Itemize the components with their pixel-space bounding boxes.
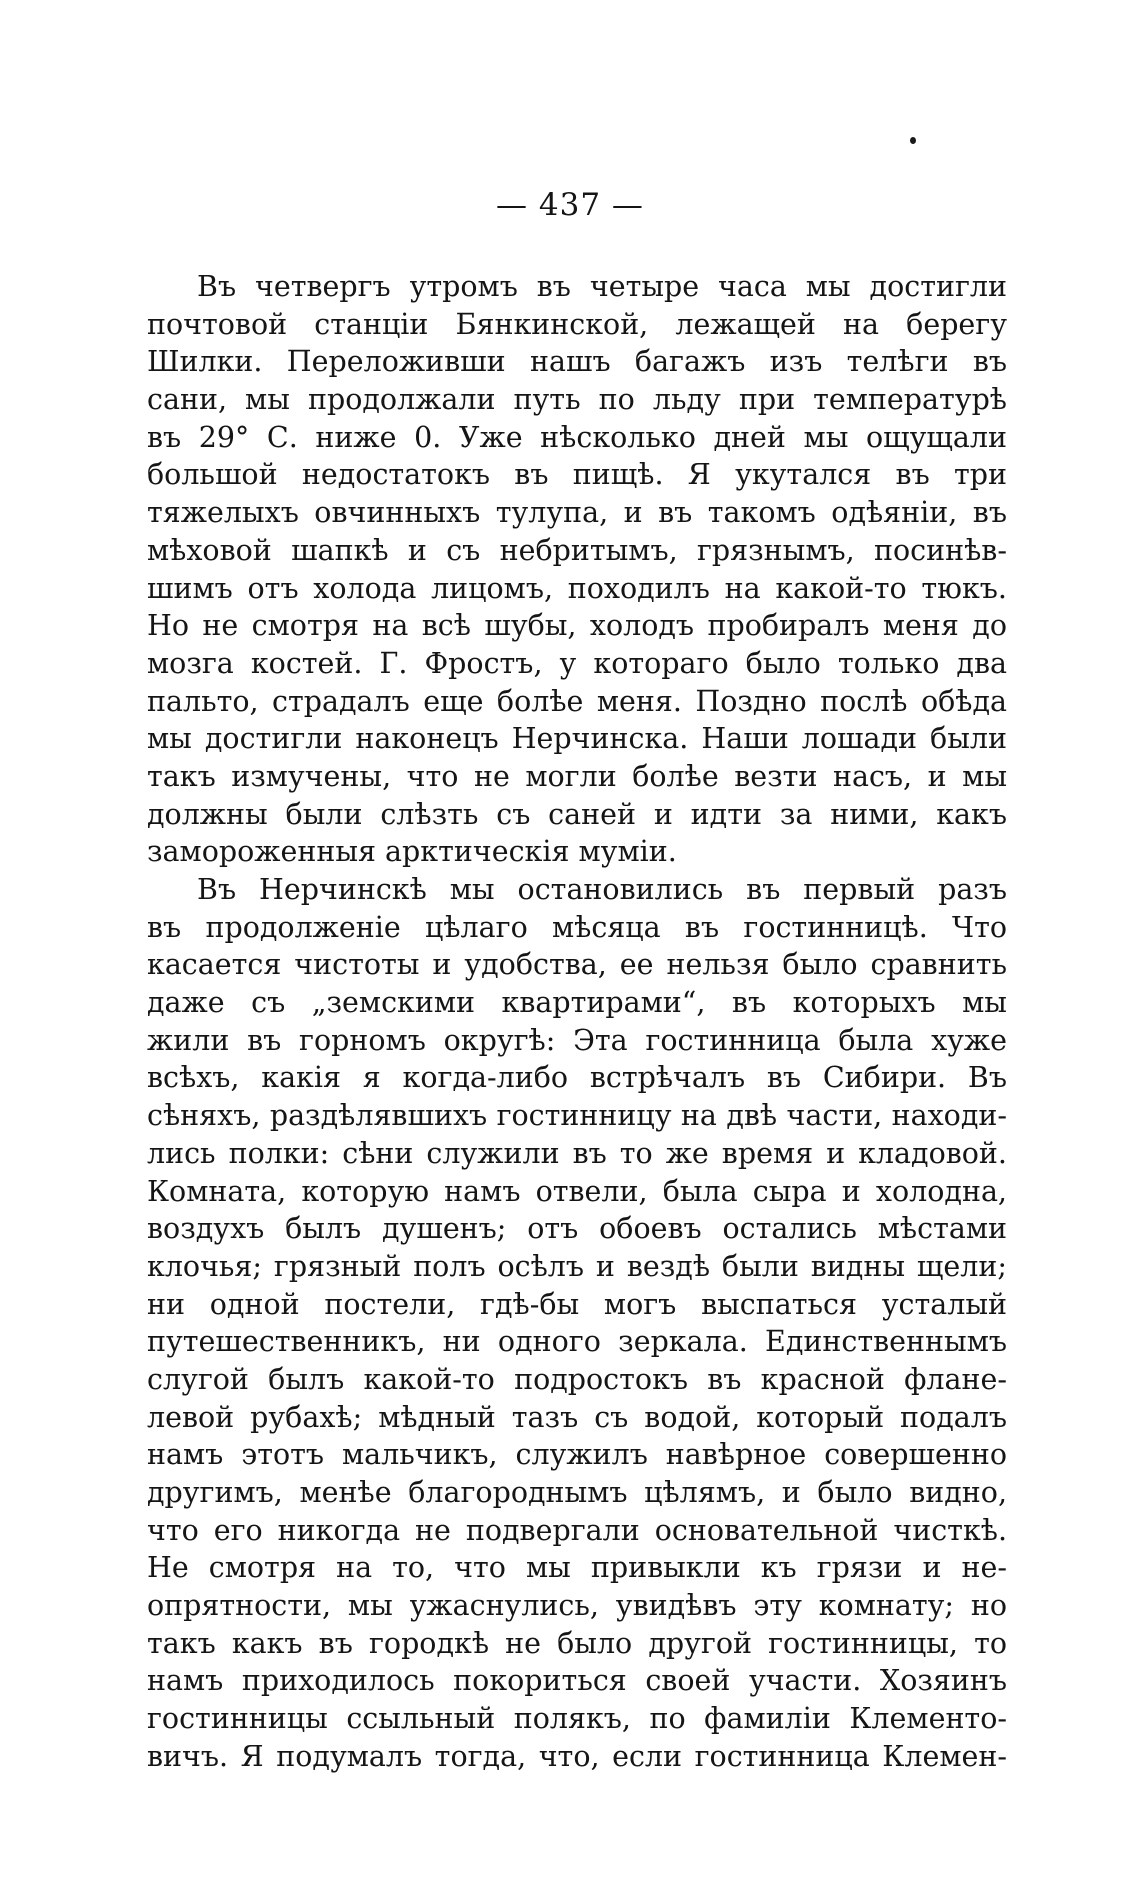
text-line: жили въ горномъ округѣ: Эта гостинница была хуже xyxy=(147,1023,1007,1057)
text-line: въ 29° С. ниже 0. Уже нѣсколько дней мы ощущали xyxy=(147,420,1007,454)
text-line: большой недостатокъ въ пищѣ. Я укутался въ три xyxy=(147,458,1007,492)
text-line: всѣхъ, какія я когда-либо встрѣчалъ въ Сибири. Въ xyxy=(147,1061,1007,1095)
text-line: гостинницы ссыльный полякъ, по фамиліи Клементо- xyxy=(147,1702,1007,1736)
text-line: почтовой станціи Бянкинской, лежащей на берегу xyxy=(147,307,1007,341)
text-line: опрятности, мы ужаснулись, увидѣвъ эту комнату; но xyxy=(147,1589,1007,1623)
text-line: тяжелыхъ овчинныхъ тулупа, и въ такомъ одѣяніи, въ xyxy=(147,496,1007,530)
text-line: Въ Нерчинскѣ мы остановились въ первый разъ xyxy=(197,873,1007,906)
text-line: лись полки: сѣни служили въ то же время и кладовой. xyxy=(147,1136,1007,1170)
text-line: замороженныя арктическія муміи. xyxy=(147,835,677,869)
text-line: клочья; грязный полъ осѣлъ и вездѣ были видны щели; xyxy=(147,1249,1007,1283)
text-line: шимъ отъ холода лицомъ, походилъ на какой-то тюкъ. xyxy=(147,571,1007,605)
text-line: сани, мы продолжали путь по льду при температурѣ xyxy=(147,383,1007,417)
text-line: слугой былъ какой-то подростокъ въ красной флане- xyxy=(147,1362,1007,1396)
text-line: что его никогда не подвергали основательной чисткѣ. xyxy=(147,1513,1007,1547)
text-line: Не смотря на то, что мы привыкли къ грязи и не- xyxy=(147,1551,1007,1585)
body-text xyxy=(147,268,1007,1776)
text-line: касается чистоты и удобства, ее нельзя было сравнить xyxy=(147,948,1007,982)
text-line: мозга костей. Г. Фростъ, у котораго было только два xyxy=(147,646,1007,680)
text-line: должны были слѣзть съ саней и идти за ними, какъ xyxy=(147,797,1007,831)
text-line: другимъ, менѣе благороднымъ цѣлямъ, и было видно, xyxy=(147,1476,1007,1509)
text-line: Но не смотря на всѣ шубы, холодъ пробиралъ меня до xyxy=(147,609,1007,643)
text-line: намъ приходилось покориться своей участи. Хозяинъ xyxy=(147,1664,1007,1698)
text-line: путешественникъ, ни одного зеркала. Единственнымъ xyxy=(147,1325,1007,1359)
text-line: намъ этотъ мальчикъ, служилъ навѣрное совершенно xyxy=(147,1438,1007,1472)
text-line: мѣховой шапкѣ и съ небритымъ, грязнымъ, посинѣв- xyxy=(147,533,1007,567)
text-line: ни одной постели, гдѣ-бы могъ выспаться усталый xyxy=(147,1287,1007,1321)
text-line: такъ измучены, что не могли болѣе везти насъ, и мы xyxy=(147,759,1007,793)
text-line: воздухъ былъ душенъ; отъ обоевъ остались мѣстами xyxy=(147,1212,1007,1246)
text-line: сѣняхъ, раздѣлявшихъ гостинницу на двѣ части, находи- xyxy=(147,1099,1007,1133)
text-line: вичъ. Я подумалъ тогда, что, если гостинница Клемен- xyxy=(147,1739,1007,1773)
text-line: Шилки. Переложивши нашъ багажъ изъ телѣги въ xyxy=(147,345,1007,379)
page-number: — 437 — xyxy=(496,187,644,223)
text-line: такъ какъ въ городкѣ не было другой гостинницы, то xyxy=(147,1626,1007,1660)
text-line: въ продолженіе цѣлаго мѣсяца въ гостинницѣ. Что xyxy=(147,910,1007,944)
ink-speck xyxy=(910,137,916,144)
text-line: Въ четвергъ утромъ въ четыре часа мы достигли xyxy=(197,270,1007,303)
text-line: пальто, страдалъ еще болѣе меня. Поздно послѣ обѣда xyxy=(147,684,1007,718)
text-line: Комната, которую намъ отвели, была сыра и холодна, xyxy=(147,1174,1007,1208)
text-line: мы достигли наконецъ Нерчинска. Наши лошади были xyxy=(147,722,1007,756)
text-line: даже съ „земскими квартирами“, въ которыхъ мы xyxy=(147,986,1007,1020)
text-line: левой рубахѣ; мѣдный тазъ съ водой, который подалъ xyxy=(147,1400,1007,1434)
